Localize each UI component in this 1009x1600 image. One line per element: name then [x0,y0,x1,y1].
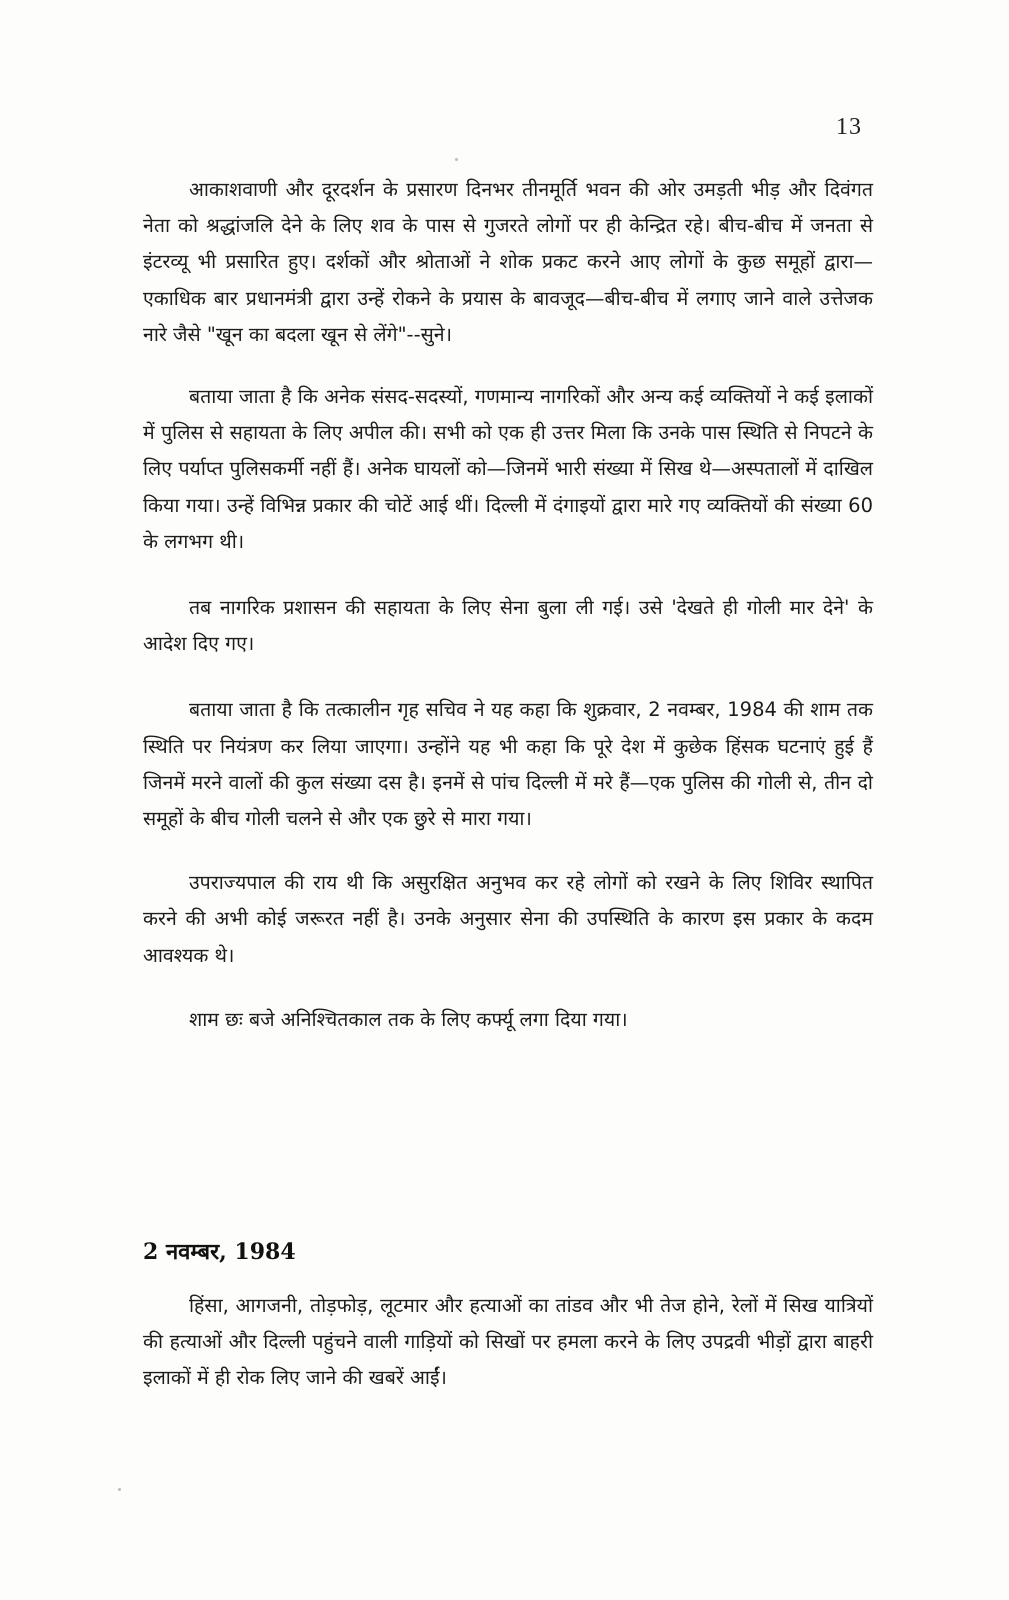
section-body [143,1288,873,1397]
paragraph-lieutenant-governor: उपराज्यपाल की राय थी कि असुरक्षित अनुभव कर रहे लोगों को रखने के लिए शिविर स्थापित करने की अभी कोई जरूरत नहीं है। उनके अनुसार सेना की उपस्थिति के कारण इस प्रकार के कदम आवश्यक थे। [143,871,873,967]
paragraph-army-called: तब नागरिक प्रशासन की सहायता के लिए सेना बुला ली गई। उसे 'देखते ही गोली मार देने' के आदेश दिए गए। [143,596,873,656]
paragraph-curfew: शाम छः बजे अनिश्चितकाल तक के लिए कर्फ्यू लगा दिया गया। [189,1007,628,1031]
scan-speck [118,1488,121,1491]
section-heading-date: 2 नवम्बर, 1984 [143,1239,296,1265]
paragraph-home-secretary: बताया जाता है कि तत्कालीन गृह सचिव ने यह कहा कि शुक्रवार, 2 नवम्बर, 1984 की शाम तक स्थिति पर नियंत्रण कर लिया जाएगा। उन्होंने यह भी कहा कि पूरे देश में कुछेक हिंसक घटनाएं हुई हैं जिनमें मरने वालों की कुल संख्या दस है। इनमें से पांच दिल्ली में मरे हैं—एक पुलिस की गोली से, तीन दो समूहों के बीच गोली चलने से और एक छुरे से मारा गया। [143,698,873,831]
body-text [143,172,873,1038]
scan-speck [455,158,458,161]
paragraph-police-appeals: बताया जाता है कि अनेक संसद-सदस्यों, गणमान्य नागरिकों और अन्य कई व्यक्तियों ने कई इलाकों में पुलिस से सहायता के लिए अपील की। सभी को एक ही उत्तर मिला कि उनके पास स्थिति से निपटने के लिए पर्याप्त पुलिसकर्मी नहीं हैं। अनेक घायलों को—जिनमें भारी संख्या में सिख थे—अस्पतालों में दाखिल किया गया। उन्हें विभिन्न प्रकार की चोटें आई थीं। दिल्ली में दंगाइयों द्वारा मारे गए व्यक्तियों की संख्या 60 के लगभग थी। [143,385,873,553]
page-number: 13 [836,114,862,140]
paragraph-broadcast-coverage: आकाशवाणी और दूरदर्शन के प्रसारण दिनभर तीनमूर्ति भवन की ओर उमड़ती भीड़ और दिवंगत नेता को श्रद्धांजलि देने के लिए शव के पास से गुजरते लोगों पर ही केन्द्रित रहे। बीच-बीच में जनता से इंटरव्यू भी प्रसारित हुए। दर्शकों और श्रोताओं ने शोक प्रकट करने आए लोगों के कुछ समूहों द्वारा— एकाधिक बार प्रधानमंत्री द्वारा उन्हें रोकने के प्रयास के बावजूद—बीच-बीच में लगाए जाने वाले उत्तेजक नारे जैसे "खून का बदला खून से लेंगे"--सुने। [143,178,873,346]
paragraph-violence-reports: हिंसा, आगजनी, तोड़फोड़, लूटमार और हत्याओं का तांडव और भी तेज होने, रेलों में सिख यात्रियों की हत्याओं और दिल्ली पहुंचने वाली गाड़ियों को सिखों पर हमला करने के लिए उपद्रवी भीड़ों द्वारा बाहरी इलाकों में ही रोक लिए जाने की खबरें आईं। [143,1294,873,1390]
